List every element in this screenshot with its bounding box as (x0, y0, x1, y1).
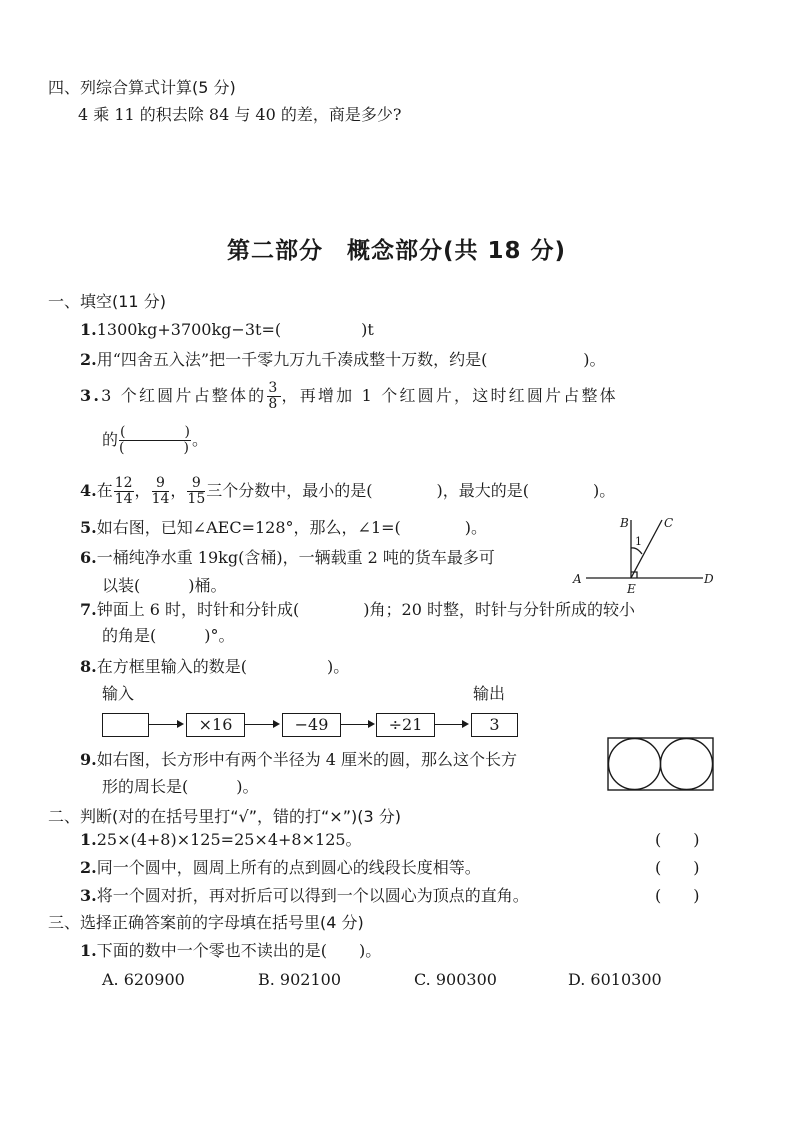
option-b: B. 902100 (258, 970, 342, 989)
question-8: 8.在方框里输入的数是( )。 (80, 657, 350, 676)
angle-arc (631, 548, 642, 554)
output-label: 输出 (473, 684, 506, 703)
question-3-answer: 的 ( ) ( ) 。 (102, 424, 209, 456)
answer-fraction-blank[interactable]: ( ) ( ) (119, 424, 191, 456)
step-multiply-box: ×16 (186, 713, 245, 737)
part4-heading: 四、列综合算式计算(5 分) (48, 78, 236, 97)
arrow-icon (245, 724, 278, 725)
question-7: 7.钟面上 6 时，时针和分针成( )角；20 时整，时针与分针所成的较小 (80, 600, 635, 619)
judge-answer-2[interactable]: ( ) (655, 858, 700, 877)
fraction: $\frac{12}{14}$ (114, 475, 133, 507)
fraction: $\frac{3}{8}$ (268, 380, 280, 412)
label-b: B (620, 516, 629, 530)
input-label: 输入 (102, 684, 135, 703)
label-a: A (573, 572, 582, 586)
option-c: C. 900300 (414, 970, 497, 989)
section1-heading: 一、填空(11 分) (48, 292, 166, 311)
arrow-icon (435, 724, 467, 725)
question-4: 4.在 $\frac{12}{14}$ ， $\frac{9}{14}$ ， $\frac{9}{15}$ 三个分数中，最小的是( )，最大的是( )。 (80, 475, 616, 507)
question-2: 2.用“四舍五入法”把一千零九万九千凑成整十万数，约是( )。 (80, 350, 606, 369)
judge-item-2: 2.同一个圆中，圆周上所有的点到圆心的线段长度相等。 (80, 858, 481, 877)
rectangle-circles-figure (607, 737, 715, 793)
choice-question-1: 1.下面的数中一个零也不读出的是( )。 (80, 941, 382, 960)
judge-item-1: 1.25×(4+8)×125=25×4+8×125。 (80, 830, 362, 849)
label-angle-1: 1 (635, 535, 642, 548)
option-a: A. 620900 (102, 970, 185, 989)
question-6-line2: 以装( )桶。 (102, 576, 227, 595)
output-box: 3 (471, 713, 518, 737)
section3-heading: 三、选择正确答案前的字母填在括号里(4 分) (48, 913, 364, 932)
question-7-line2: 的角是( )°。 (102, 626, 235, 645)
step-divide-box: ÷21 (376, 713, 435, 737)
question-6: 6.一桶纯净水重 19kg(含桶)，一辆载重 2 吨的货车最多可 (80, 548, 495, 567)
part4-question: 4 乘 11 的积去除 84 与 40 的差，商是多少? (78, 105, 402, 124)
label-d: D (704, 572, 714, 586)
question-9: 9.如右图，长方形中有两个半径为 4 厘米的圆，那么这个长方 (80, 750, 518, 769)
page-title: 第二部分 概念部分(共 18 分) (226, 238, 567, 264)
arrow-icon (149, 724, 182, 725)
question-1: 1.1300kg+3700kg−3t=( )t (80, 320, 374, 339)
question-9-line2: 形的周长是( )。 (102, 777, 259, 796)
judge-item-3: 3.将一个圆对折，再对折后可以得到一个以圆心为顶点的直角。 (80, 886, 529, 905)
angle-figure (568, 510, 718, 595)
fraction: $\frac{9}{14}$ (151, 475, 170, 507)
fraction: $\frac{9}{15}$ (187, 475, 206, 507)
arrow-icon (341, 724, 373, 725)
label-c: C (664, 516, 674, 530)
judge-answer-3[interactable]: ( ) (655, 886, 700, 905)
input-box[interactable] (102, 713, 149, 737)
label-e: E (627, 582, 636, 595)
section2-heading: 二、判断(对的在括号里打“√”，错的打“×”)(3 分) (48, 807, 401, 826)
option-d: D. 6010300 (568, 970, 662, 989)
judge-answer-1[interactable]: ( ) (655, 830, 700, 849)
question-5: 5.如右图，已知∠AEC=128°，那么，∠1=( )。 (80, 518, 488, 537)
step-subtract-box: −49 (282, 713, 341, 737)
question-3: 3.3 个红圆片占整体的 $\frac{3}{8}$ ，再增加 1 个红圆片，这时红圆片占整体 (80, 380, 618, 412)
